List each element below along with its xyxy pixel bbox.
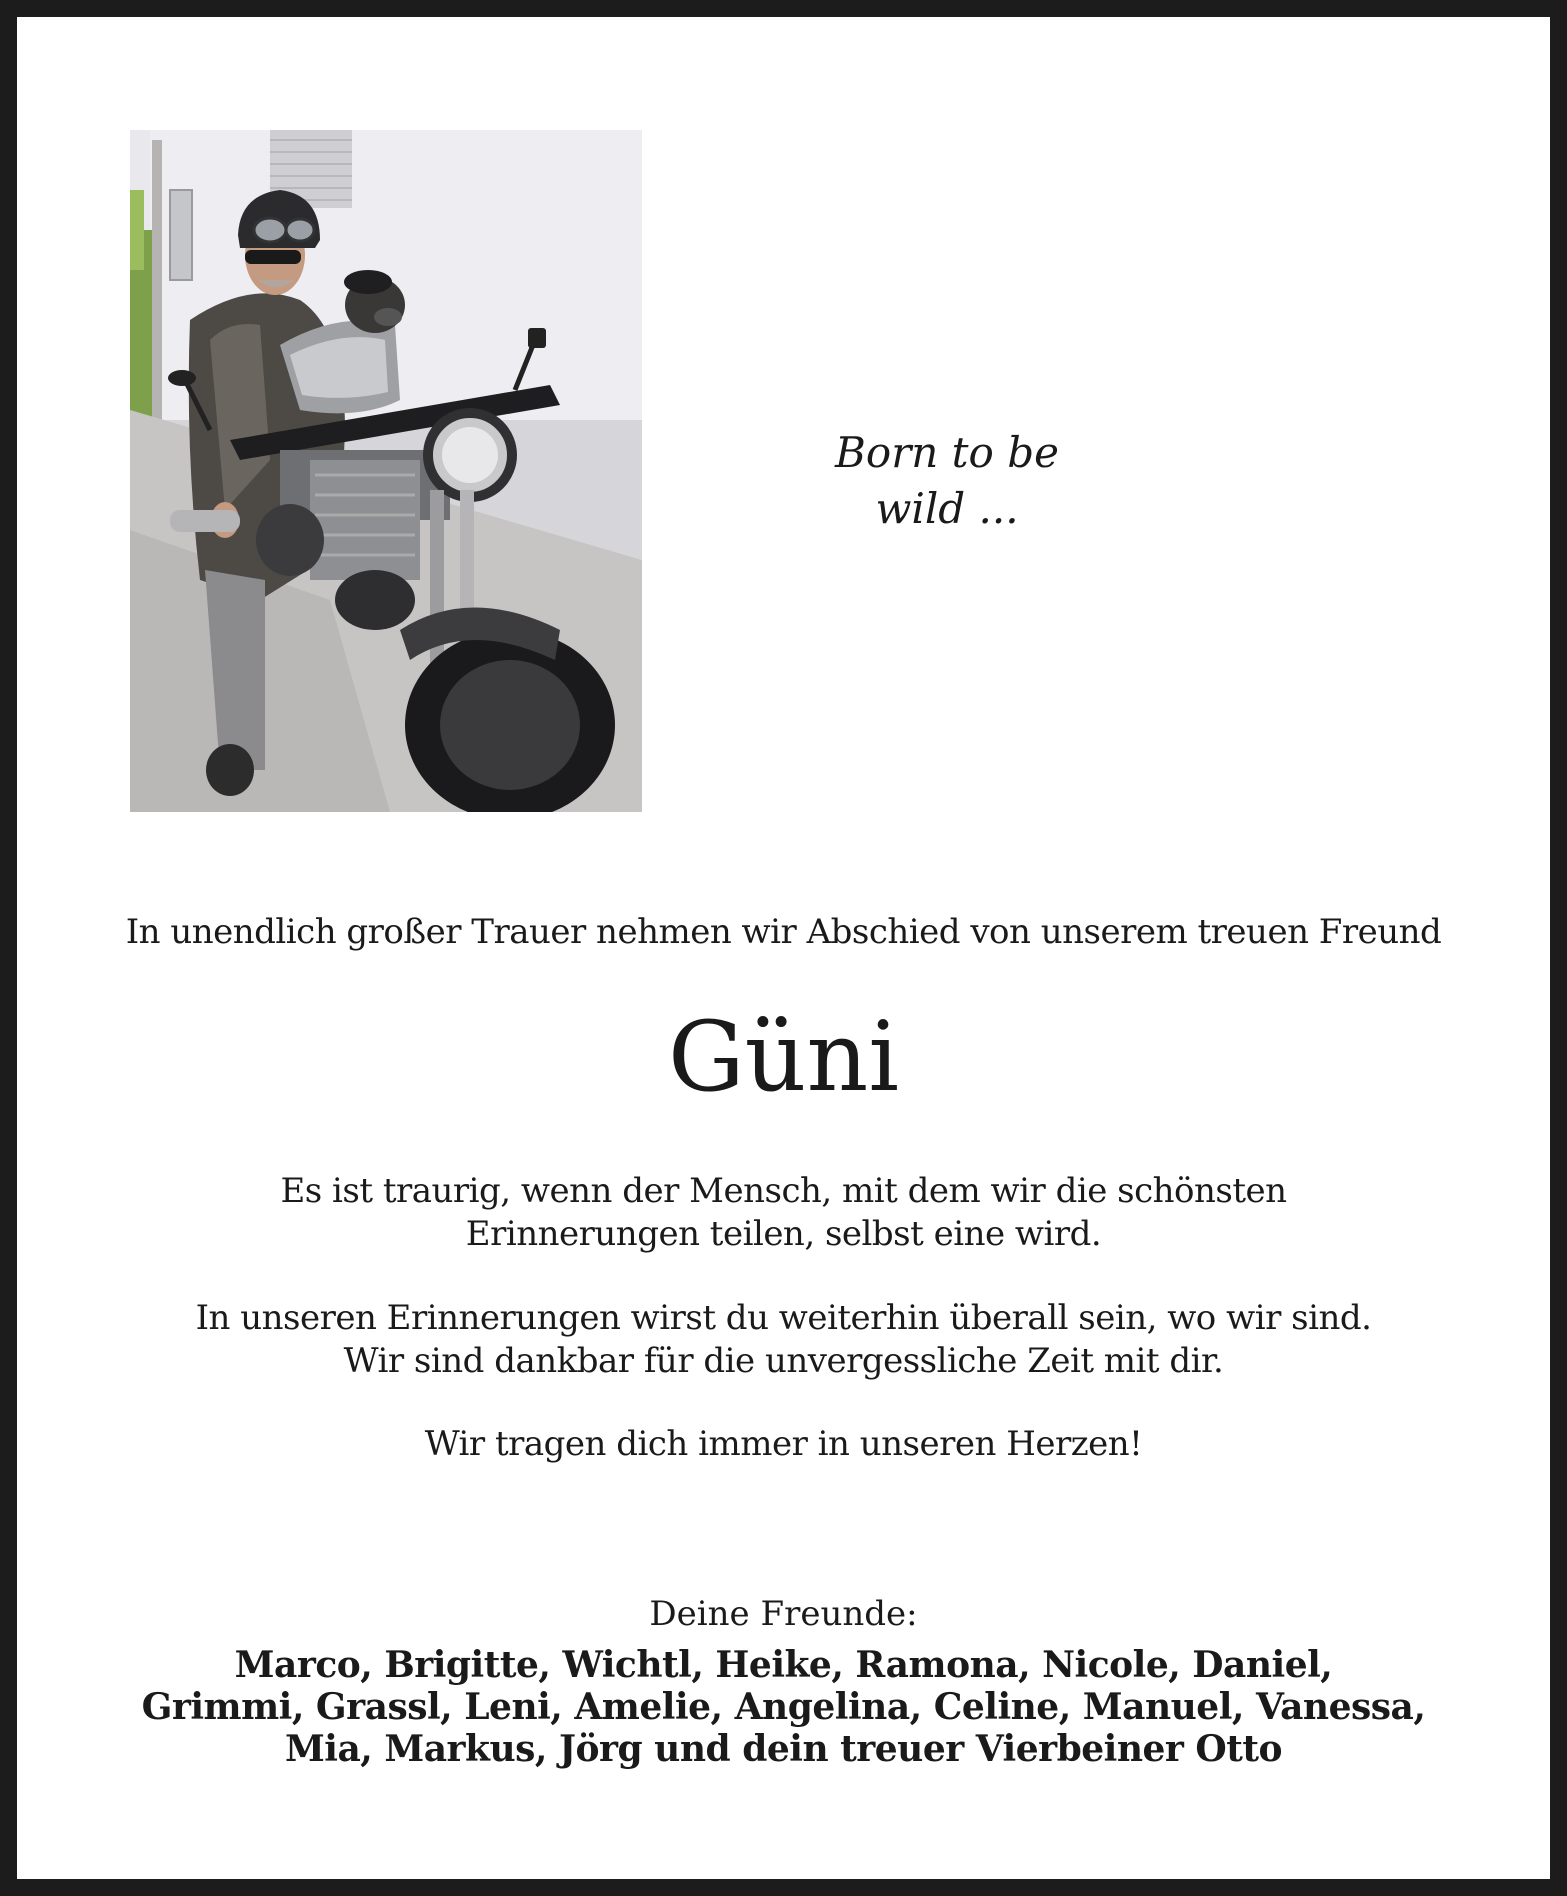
deceased-name: Güni: [667, 1001, 900, 1113]
motto-line-1: Born to be: [835, 428, 1059, 477]
verse-3-line-1: Wir tragen dich immer in unseren Herzen!: [424, 1424, 1143, 1464]
friends-line-3: Mia, Markus, Jörg und dein treuer Vierbeiner Otto: [284, 1728, 1283, 1770]
verse-1: [17, 1170, 1550, 1256]
motto-line-2: wild ...: [875, 484, 1019, 533]
friends-list: [17, 1644, 1550, 1770]
verse-2-line-2: Wir sind dankbar für die unvergessliche Zeit mit dir.: [343, 1341, 1224, 1381]
friends-label: Deine Freunde:: [649, 1594, 918, 1634]
motto: [757, 425, 1137, 537]
verse-3: [17, 1423, 1550, 1466]
friends-line-1: Marco, Brigitte, Wichtl, Heike, Ramona, Nicole, Daniel,: [234, 1644, 1333, 1686]
verse-1-line-2: Erinnerungen teilen, selbst eine wird.: [465, 1214, 1102, 1254]
portrait-photo: [130, 130, 642, 812]
verse-2-line-1: In unseren Erinnerungen wirst du weiterhin überall sein, wo wir sind.: [195, 1298, 1372, 1338]
friends-line-2: Grimmi, Grassl, Leni, Amelie, Angelina, Celine, Manuel, Vanessa,: [141, 1686, 1426, 1728]
intro-text: In unendlich großer Trauer nehmen wir Abschied von unserem treuen Freund: [125, 912, 1442, 952]
verse-1-line-1: Es ist traurig, wenn der Mensch, mit dem wir die schönsten: [280, 1171, 1287, 1211]
verse-2: [17, 1297, 1550, 1383]
portrait-photo-icon: [130, 130, 642, 812]
